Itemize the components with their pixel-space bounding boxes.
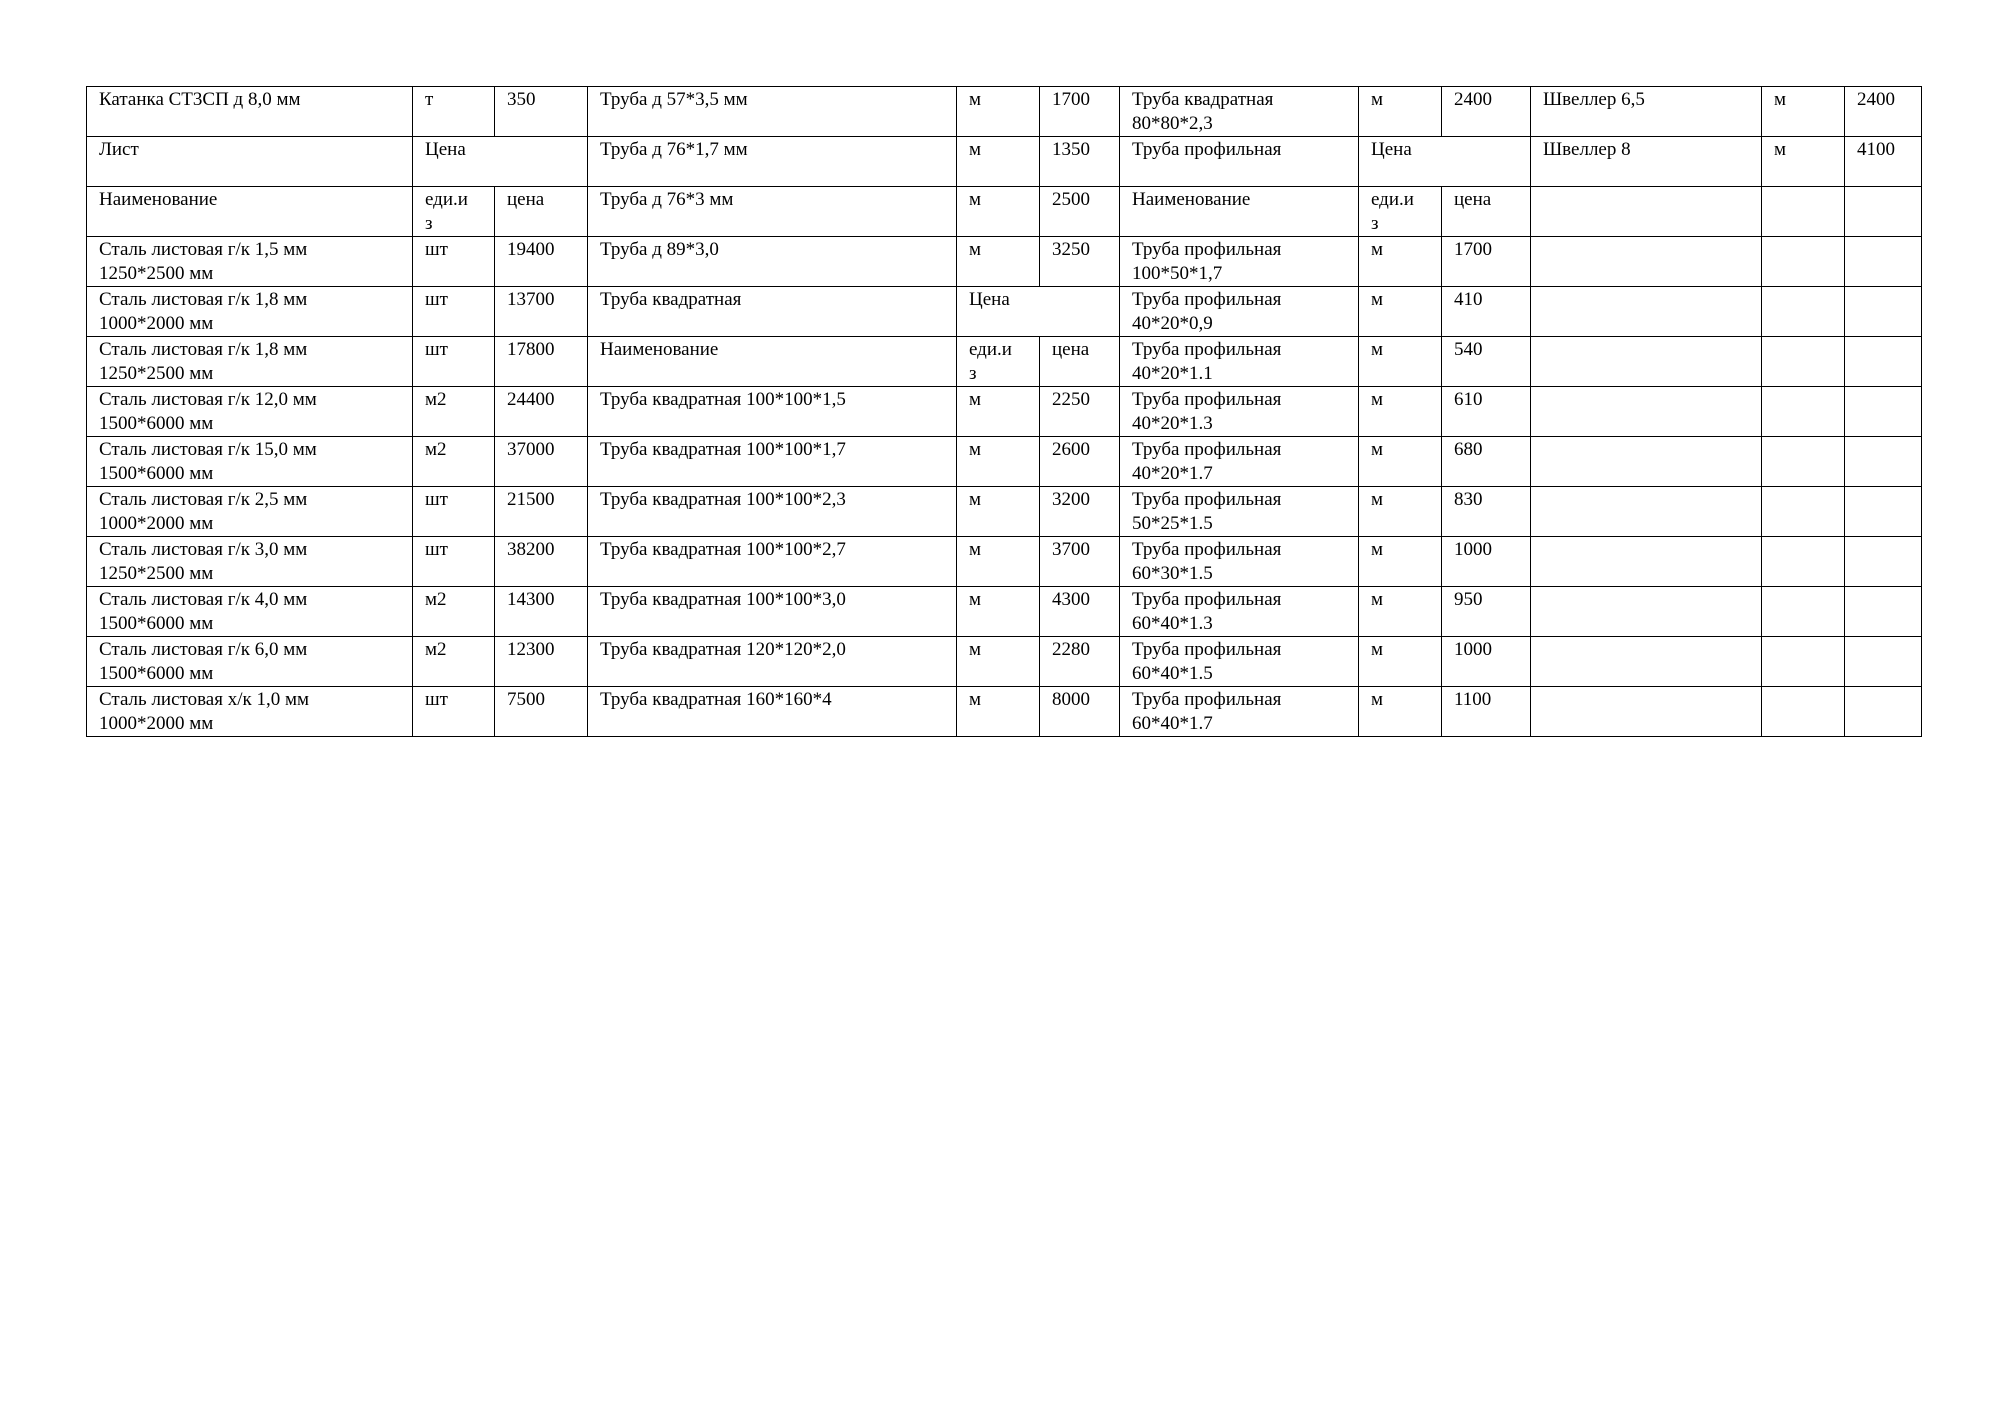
table-cell [1762,287,1845,337]
table-cell: Труба квадратная 100*100*3,0 [588,587,957,637]
table-cell: Труба квадратная 160*160*4 [588,687,957,737]
table-cell: 4300 [1040,587,1120,637]
table-cell: Наименование [588,337,957,387]
table-cell: Труба профильная 40*20*1.3 [1120,387,1359,437]
table-cell: Труба профильная 60*30*1.5 [1120,537,1359,587]
table-cell: 3200 [1040,487,1120,537]
table-cell [1845,237,1922,287]
table-cell: м [1359,687,1442,737]
table-cell: цена [1442,187,1531,237]
table-cell: Сталь листовая г/к 3,0 мм 1250*2500 мм [87,537,413,587]
table-row [87,587,1922,637]
table-cell: м [1359,237,1442,287]
table-cell: шт [413,287,495,337]
table-cell [1762,587,1845,637]
table-cell: Труба квадратная 100*100*2,3 [588,487,957,537]
table-cell: 2400 [1845,87,1922,137]
table-cell: шт [413,337,495,387]
table-cell: Сталь листовая г/к 1,8 мм 1000*2000 мм [87,287,413,337]
table-cell: м2 [413,637,495,687]
table-cell: еди.и з [413,187,495,237]
table-cell: Сталь листовая г/к 1,5 мм 1250*2500 мм [87,237,413,287]
table-cell: м [957,387,1040,437]
table-cell [1845,287,1922,337]
table-cell: 3250 [1040,237,1120,287]
table-cell [1845,387,1922,437]
table-cell: Цена [957,287,1120,337]
table-cell [1531,487,1762,537]
table-cell: м [1359,537,1442,587]
table-cell: Труба профильная 60*40*1.7 [1120,687,1359,737]
table-cell: Труба д 76*1,7 мм [588,137,957,187]
table-cell: Швеллер 8 [1531,137,1762,187]
table-cell: 680 [1442,437,1531,487]
table-row [87,287,1922,337]
table-cell: м [1359,637,1442,687]
table-cell [1531,637,1762,687]
table-cell: Сталь листовая г/к 1,8 мм 1250*2500 мм [87,337,413,387]
table-cell: 950 [1442,587,1531,637]
table-cell [1845,437,1922,487]
table-cell: м [1359,337,1442,387]
table-cell [1762,637,1845,687]
table-cell: Труба квадратная [588,287,957,337]
table-cell [1762,537,1845,587]
table-cell: Сталь листовая г/к 6,0 мм 1500*6000 мм [87,637,413,687]
table-cell: Сталь листовая г/к 15,0 мм 1500*6000 мм [87,437,413,487]
table-cell: м [957,487,1040,537]
table-cell: Наименование [87,187,413,237]
table-cell [1531,687,1762,737]
table-cell: 410 [1442,287,1531,337]
table-cell [1845,587,1922,637]
table-cell [1531,387,1762,437]
table-cell: 1700 [1040,87,1120,137]
table-cell: 540 [1442,337,1531,387]
table-cell: Труба квадратная 120*120*2,0 [588,637,957,687]
table-row [87,487,1922,537]
table-cell: 1000 [1442,537,1531,587]
table-cell: Сталь листовая г/к 4,0 мм 1500*6000 мм [87,587,413,637]
table-cell: м2 [413,437,495,487]
table-cell: Катанка СТ3СП д 8,0 мм [87,87,413,137]
table-cell [1845,187,1922,237]
table-cell: м [957,237,1040,287]
table-cell: Труба квадратная 80*80*2,3 [1120,87,1359,137]
table-cell [1762,487,1845,537]
table-cell [1531,187,1762,237]
table-cell: Сталь листовая г/к 2,5 мм 1000*2000 мм [87,487,413,537]
table-row [87,687,1922,737]
table-cell: Труба квадратная 100*100*2,7 [588,537,957,587]
table-cell: м [957,137,1040,187]
table-cell: 350 [495,87,588,137]
table-cell: Труба профильная 100*50*1,7 [1120,237,1359,287]
table-cell: Труба профильная 40*20*0,9 [1120,287,1359,337]
table-row [87,337,1922,387]
table-cell: 7500 [495,687,588,737]
table-cell: Труба профильная 50*25*1.5 [1120,487,1359,537]
table-cell: 14300 [495,587,588,637]
table-row [87,437,1922,487]
table-row [87,87,1922,137]
table-cell: шт [413,487,495,537]
table-cell: Труба профильная [1120,137,1359,187]
table-cell: шт [413,537,495,587]
table-cell: м2 [413,587,495,637]
table-cell: Труба профильная 40*20*1.7 [1120,437,1359,487]
table-cell: 8000 [1040,687,1120,737]
table-cell [1762,187,1845,237]
table-cell [1531,587,1762,637]
table-cell: 38200 [495,537,588,587]
table-cell: 2600 [1040,437,1120,487]
table-row [87,637,1922,687]
table-cell: 1000 [1442,637,1531,687]
table-cell: Цена [1359,137,1531,187]
table-cell: 13700 [495,287,588,337]
table-cell: 1700 [1442,237,1531,287]
table-cell [1762,237,1845,287]
table-cell [1845,337,1922,387]
table-cell: м [1762,87,1845,137]
table-cell: м [1762,137,1845,187]
table-cell: м [957,87,1040,137]
table-cell [1845,637,1922,687]
table-cell: м [1359,437,1442,487]
table-cell [1845,487,1922,537]
table-cell: м [957,637,1040,687]
table-cell: Сталь листовая г/к 12,0 мм 1500*6000 мм [87,387,413,437]
table-cell: Труба д 57*3,5 мм [588,87,957,137]
table-cell: Труба профильная 40*20*1.1 [1120,337,1359,387]
table-cell: 2400 [1442,87,1531,137]
table-cell: 2280 [1040,637,1120,687]
table-cell: 37000 [495,437,588,487]
table-cell [1531,287,1762,337]
table-cell [1531,437,1762,487]
table-cell: Труба д 89*3,0 [588,237,957,287]
table-cell: 24400 [495,387,588,437]
table-cell: 2500 [1040,187,1120,237]
table-row [87,187,1922,237]
table-cell [1762,337,1845,387]
table-cell: м [1359,387,1442,437]
table-cell: 3700 [1040,537,1120,587]
table-cell: м [957,687,1040,737]
table-cell: Швеллер 6,5 [1531,87,1762,137]
table-cell: м [957,437,1040,487]
table-cell [1762,687,1845,737]
table-cell [1762,387,1845,437]
table-cell: Труба профильная 60*40*1.5 [1120,637,1359,687]
table-cell: 19400 [495,237,588,287]
table-cell: еди.и з [957,337,1040,387]
table-cell [1531,337,1762,387]
table-cell: 1350 [1040,137,1120,187]
table-cell [1531,237,1762,287]
table-row [87,237,1922,287]
price-table [86,86,1922,737]
table-row [87,387,1922,437]
table-cell: м [1359,287,1442,337]
table-cell: еди.и з [1359,187,1442,237]
table-cell [1845,537,1922,587]
table-cell: 1100 [1442,687,1531,737]
table-cell: м [1359,587,1442,637]
table-cell: 21500 [495,487,588,537]
table-cell: шт [413,687,495,737]
table-cell: м [1359,87,1442,137]
table-cell: м [957,187,1040,237]
table-cell: цена [495,187,588,237]
table-cell: м [1359,487,1442,537]
table-cell: Лист [87,137,413,187]
table-row [87,137,1922,187]
table-cell [1845,687,1922,737]
table-cell: Сталь листовая х/к 1,0 мм 1000*2000 мм [87,687,413,737]
table-cell: м2 [413,387,495,437]
table-row [87,537,1922,587]
table-cell: м [957,537,1040,587]
table-cell: м [957,587,1040,637]
table-cell [1531,537,1762,587]
table-cell: 4100 [1845,137,1922,187]
table-cell: 17800 [495,337,588,387]
table-cell: 12300 [495,637,588,687]
table-cell: т [413,87,495,137]
table-cell: Труба профильная 60*40*1.3 [1120,587,1359,637]
table-cell: Труба квадратная 100*100*1,7 [588,437,957,487]
table-cell [1762,437,1845,487]
table-cell: шт [413,237,495,287]
table-cell: Труба квадратная 100*100*1,5 [588,387,957,437]
table-body [87,87,1922,737]
table-cell: 2250 [1040,387,1120,437]
table-cell: цена [1040,337,1120,387]
table-cell: 610 [1442,387,1531,437]
table-cell: Труба д 76*3 мм [588,187,957,237]
table-cell: Цена [413,137,588,187]
table-cell: 830 [1442,487,1531,537]
table-cell: Наименование [1120,187,1359,237]
